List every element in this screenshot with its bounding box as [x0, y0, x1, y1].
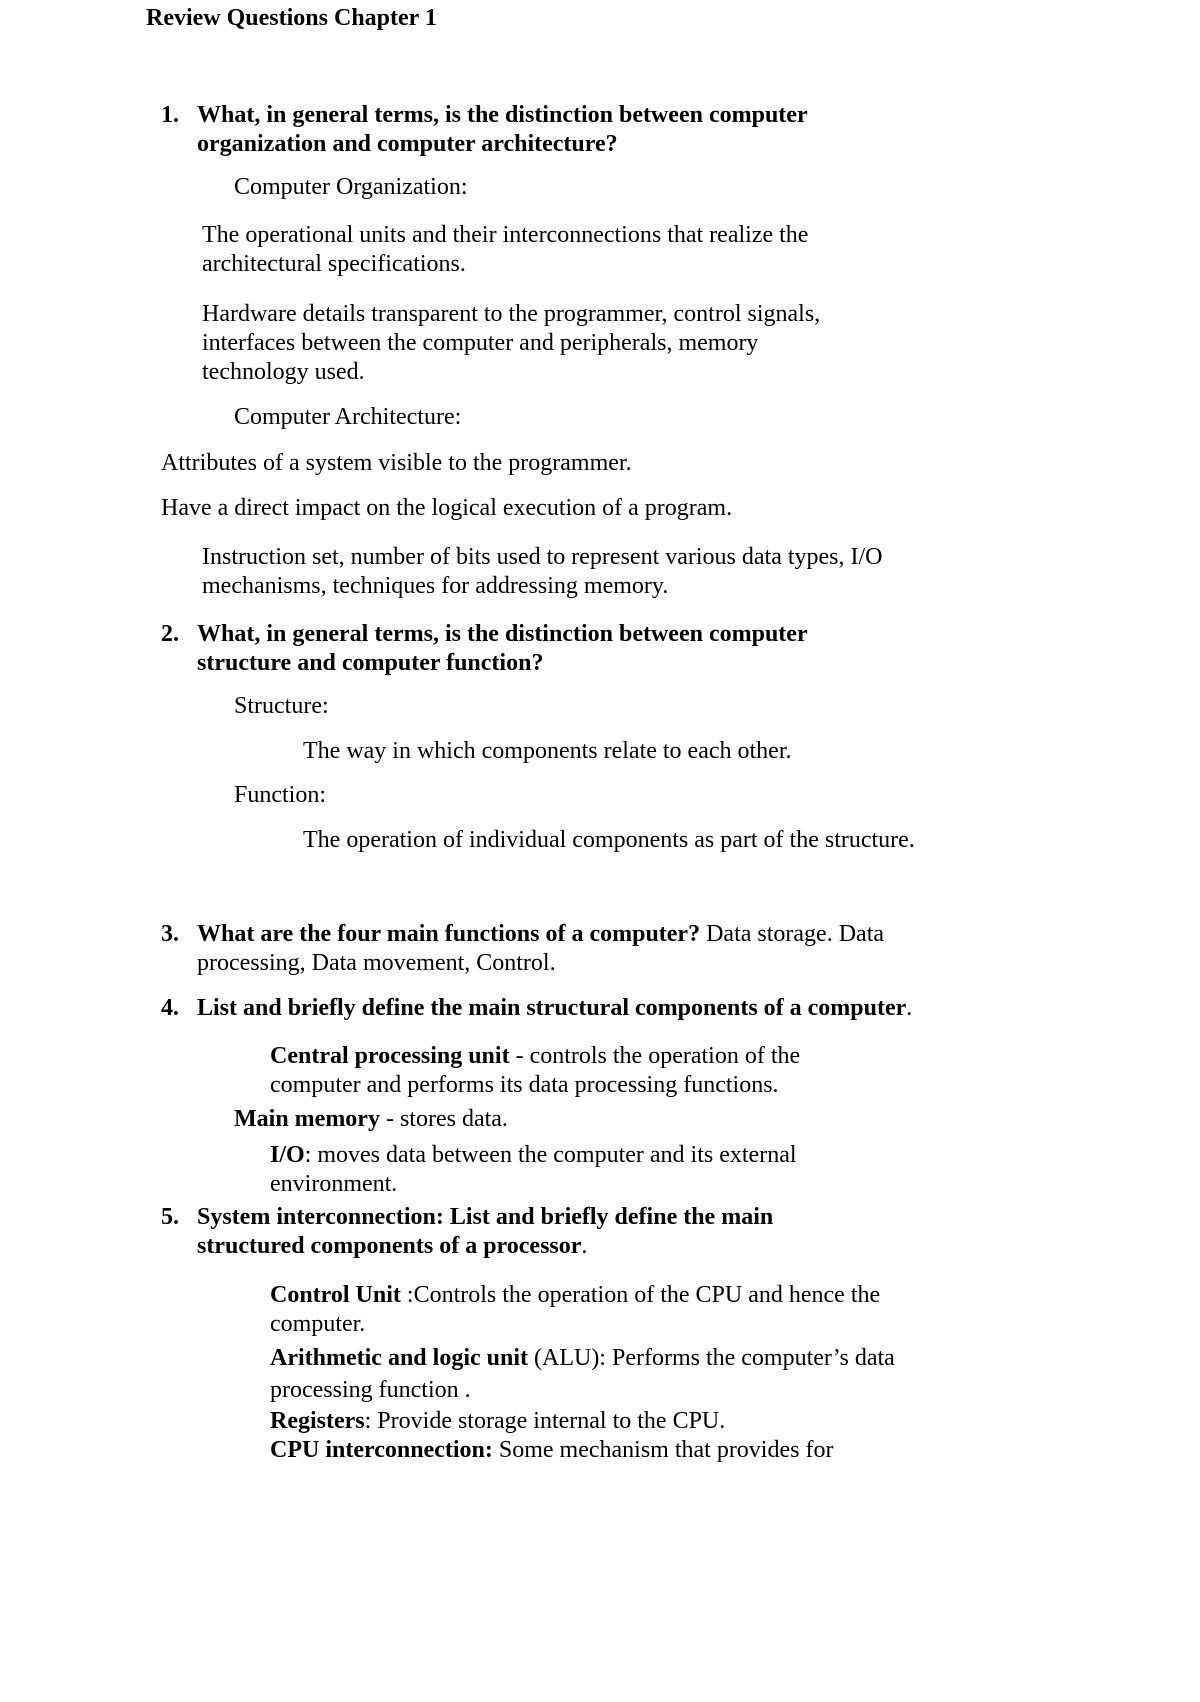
- question-3-line-1: [197, 920, 884, 949]
- question-3-answer-part-2: processing, Data movement, Control.: [197, 950, 556, 976]
- alu-def-part-2: processing function .: [270, 1377, 471, 1403]
- question-4-period: .: [906, 995, 913, 1021]
- question-3-answer-part-1: Data storage. Data: [700, 921, 885, 947]
- question-5-period: .: [581, 1233, 588, 1259]
- cpu-interconnection-term: CPU interconnection:: [270, 1437, 493, 1463]
- question-5-line-2: [197, 1232, 773, 1261]
- io-definition-line-1: [270, 1141, 797, 1170]
- organization-paragraph-2-line-1: Hardware details transparent to the programmer, control signals,: [202, 301, 821, 327]
- structure-definition: The way in which components relate to each other.: [303, 738, 792, 764]
- cpu-definition: [270, 1042, 800, 1100]
- question-3-question: What are the four main functions of a computer?: [197, 921, 701, 947]
- organization-paragraph-2-line-3: technology used.: [202, 359, 365, 385]
- cpu-def-part-1: - controls the operation of the: [509, 1043, 801, 1069]
- registers-definition: [270, 1407, 725, 1436]
- cpu-interconnection-definition: [270, 1436, 833, 1465]
- io-term: I/O: [270, 1142, 305, 1168]
- control-unit-def-part-1: :Controls the operation of the CPU and hence the: [400, 1282, 881, 1308]
- organization-paragraph-2: [202, 300, 820, 387]
- architecture-paragraph-3-line-1: Instruction set, number of bits used to represent various data types, I/O: [202, 544, 883, 570]
- main-memory-term: Main memory: [234, 1106, 380, 1132]
- function-definition: The operation of individual components as part of the structure.: [303, 827, 915, 853]
- alu-term: Arithmetic and logic unit: [270, 1345, 528, 1371]
- organization-paragraph-1-line-2: architectural specifications.: [202, 251, 466, 277]
- alu-line-1: [270, 1342, 895, 1374]
- question-1-line-1: What, in general terms, is the distinction between computer: [197, 102, 808, 128]
- question-2-text: [197, 620, 808, 678]
- question-1-text: [197, 101, 808, 159]
- question-5-number: 5.: [161, 1204, 179, 1230]
- io-definition: [270, 1141, 797, 1199]
- function-label: Function:: [234, 782, 327, 808]
- question-5-rest-part-1: List and briefly define the main: [449, 1204, 774, 1230]
- organization-paragraph-1-line-1: The operational units and their interconnections that realize the: [202, 222, 809, 248]
- main-memory-definition: [234, 1105, 508, 1134]
- question-1-line-2: organization and computer architecture?: [197, 131, 618, 157]
- cpu-def-part-2: computer and performs its data processing functions.: [270, 1072, 779, 1098]
- question-4-question: List and briefly define the main structural components of a computer: [197, 995, 907, 1021]
- registers-term: Registers: [270, 1408, 365, 1434]
- alu-def-part-1: (ALU): Performs the computer’s data: [528, 1345, 895, 1371]
- question-3-text: [197, 920, 884, 978]
- question-5-separator: :: [435, 1204, 450, 1230]
- io-def-part-1: : moves data between the computer and its external: [304, 1142, 797, 1168]
- control-unit-term: Control Unit: [270, 1282, 401, 1308]
- question-5-text: [197, 1203, 773, 1261]
- question-5-line-1: [197, 1203, 773, 1232]
- io-def-part-2: environment.: [270, 1171, 398, 1197]
- question-5-term: System interconnection: [197, 1204, 436, 1230]
- computer-organization-label: Computer Organization:: [234, 174, 468, 200]
- question-2-number: 2.: [161, 621, 179, 647]
- question-4-text: [197, 994, 912, 1023]
- main-memory-def: - stores data.: [379, 1106, 508, 1132]
- question-1-number: 1.: [161, 102, 179, 128]
- control-unit-def-part-2: computer.: [270, 1311, 366, 1337]
- question-4-number: 4.: [161, 995, 179, 1021]
- question-5-rest-part-2: structured components of a processor: [197, 1233, 582, 1259]
- architecture-paragraph-2: Have a direct impact on the logical execution of a program.: [161, 495, 733, 521]
- question-3-number: 3.: [161, 921, 179, 947]
- cpu-term: Central processing unit: [270, 1043, 510, 1069]
- registers-def: : Provide storage internal to the CPU.: [364, 1408, 726, 1434]
- architecture-paragraph-3: [202, 543, 883, 601]
- control-unit-line-1: [270, 1281, 880, 1310]
- alu-definition: [270, 1342, 895, 1406]
- computer-architecture-label: Computer Architecture:: [234, 404, 462, 430]
- control-unit-definition: [270, 1281, 880, 1339]
- question-2-line-2: structure and computer function?: [197, 650, 544, 676]
- document-title: Review Questions Chapter 1: [146, 5, 437, 31]
- structure-label: Structure:: [234, 693, 329, 719]
- architecture-paragraph-1: Attributes of a system visible to the programmer.: [161, 450, 632, 476]
- organization-paragraph-2-line-2: interfaces between the computer and peripherals, memory: [202, 330, 759, 356]
- cpu-definition-line-1: [270, 1042, 800, 1071]
- architecture-paragraph-3-line-2: mechanisms, techniques for addressing memory.: [202, 573, 669, 599]
- organization-paragraph-1: [202, 221, 808, 279]
- cpu-interconnection-def: Some mechanism that provides for: [492, 1437, 834, 1463]
- question-2-line-1: What, in general terms, is the distinction between computer: [197, 621, 808, 647]
